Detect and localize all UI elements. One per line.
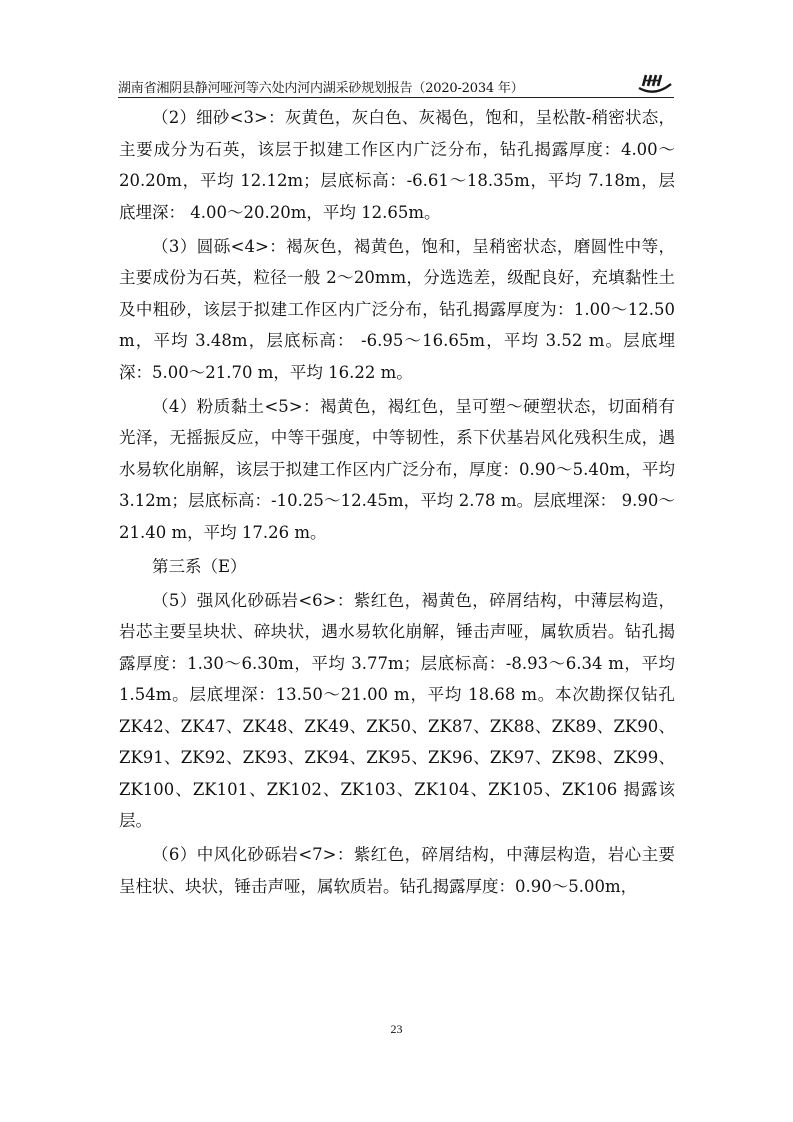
- page-header: [118, 71, 674, 97]
- header-rule: [118, 97, 674, 98]
- paragraph-moderately-weathered-conglomerate: （6）中风化砂砾岩<7>：紫红色，碎屑结构，中薄层构造，岩心主要呈柱状、块状，锤击声哑，属软质岩。钻孔揭露厚度：0.90～5.00m，: [119, 845, 675, 896]
- body-text: [119, 102, 675, 905]
- paragraph-round-gravel: （3）圆砾<4>：褐灰色，褐黄色，饱和，呈稍密状态，磨圆性中等，主要成份为石英，粒径一般 2～20mm，分选选差，级配良好，充填黏性土及中粗砂，该层于拟建工作区内广泛分布，钻孔揭露厚度为：1.00～12.50 m，平均 3.48m，层底标高： -6.95～16.65m，平均 3.52 m。层底埋深：5.00～21.70 m，平均 16.22 m。: [119, 236, 675, 382]
- paragraph-silty-clay: （4）粉质黏土<5>：褐黄色，褐红色，呈可塑～硬塑状态，切面稍有光泽，无摇振反应，中等干强度，中等韧性，系下伏基岩风化残积生成，遇水易软化崩解，该层于拟建工作区内广泛分布，厚度：0.90～5.40m，平均 3.12m；层底标高：-10.25～12.45m，平均 2.78 m。层底埋深： 9.90～21.40 m，平均 17.26 m。: [119, 396, 675, 542]
- header-title: 湖南省湘阴县静河哑河等六处内河内湖采砂规划报告（2020-2034 年）: [118, 81, 524, 96]
- paragraph-strongly-weathered-conglomerate: （5）强风化砂砾岩<6>：紫红色，褐黄色，碎屑结构，中薄层构造，岩芯主要呈块状、碎块状，遇水易软化崩解，锤击声哑，属软质岩。钻孔揭露厚度：1.30～6.30m，平均 3.77m；层底标高：-8.93～6.34 m，平均 1.54m。层底埋深：13.50～21.00 m，平均 18.68 m。本次勘探仅钻孔 ZK42、ZK47、ZK48、ZK49、ZK50、ZK87、ZK88、ZK89、ZK90、ZK91、ZK92、ZK93、ZK94、ZK95、ZK96、ZK97、ZK98、ZK99、ZK100、ZK101、ZK102、ZK103、ZK104、ZK105、ZK106 揭露该层。: [119, 590, 675, 830]
- logo-icon: [636, 71, 674, 95]
- page-number: 23: [390, 1022, 403, 1036]
- paragraph-fine-sand: （2）细砂<3>：灰黄色，灰白色、灰褐色，饱和，呈松散-稍密状态，主要成分为石英，该层于拟建工作区内广泛分布，钻孔揭露厚度：4.00～20.20m，平均 12.12m；层底标高：-6.61～18.35m，平均 7.18m，层底埋深： 4.00～20.20m，平均 12.65m。: [119, 108, 675, 222]
- section-heading-tertiary: 第三系（E）: [152, 556, 247, 576]
